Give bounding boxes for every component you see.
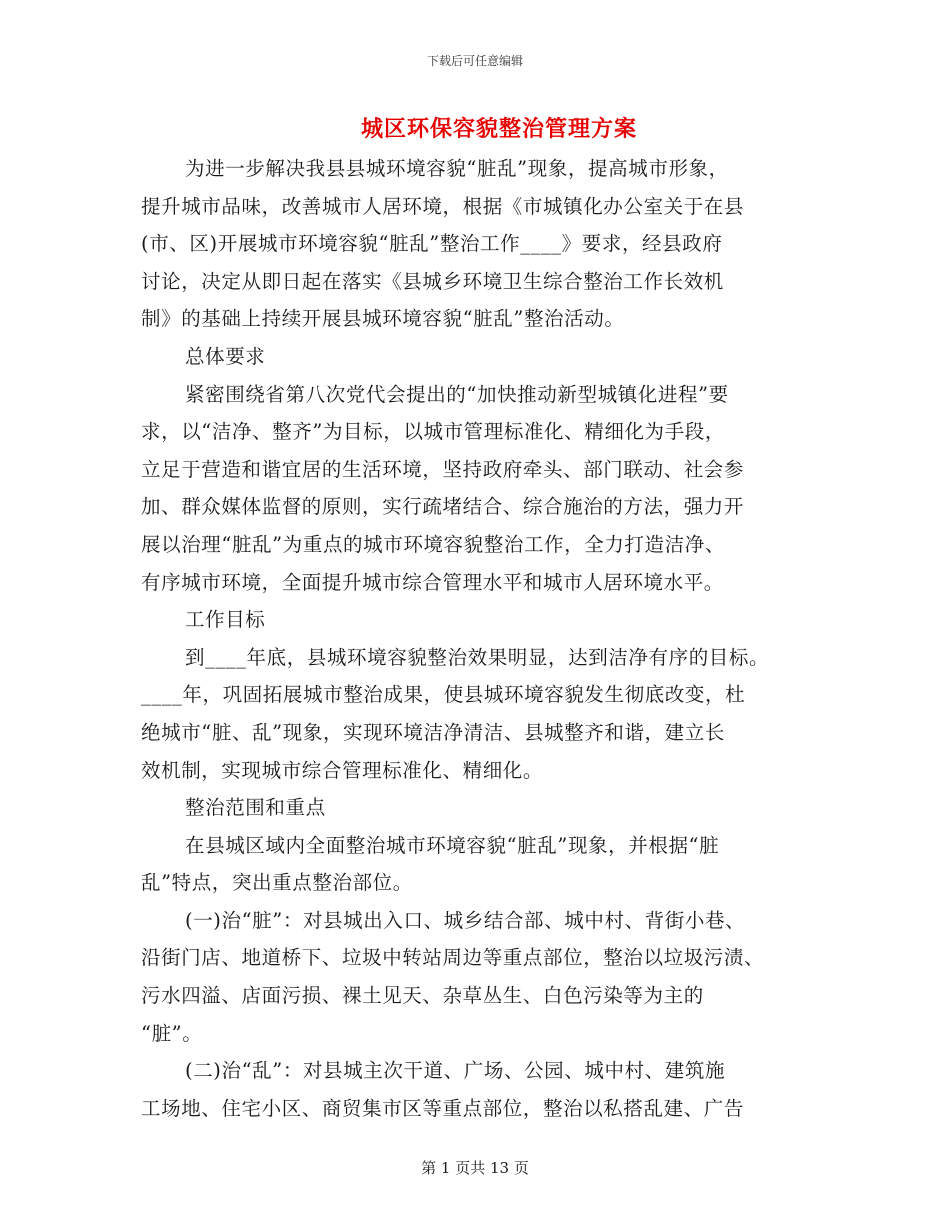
body-line: (二)治“乱”：对县城主次干道、广场、公园、城中村、建筑施 — [185, 1059, 726, 1083]
body-line: 沿街门店、地道桥下、垃圾中转站周边等重点部位，整治以垃圾污渍、 — [141, 946, 765, 970]
body-line: 展以治理“脏乱”为重点的城市环境容貌整治工作，全力打造洁净、 — [141, 532, 725, 556]
body-line: 到____年底，县城环境容貌整治效果明显，达到洁净有序的目标。 — [185, 645, 770, 669]
section-heading: 整治范围和重点 — [185, 796, 326, 820]
body-line: 工场地、住宅小区、商贸集市区等重点部位，整治以私搭乱建、广告 — [141, 1096, 745, 1120]
body-line: 提升城市品味，改善城市人居环境，根据《市城镇化办公室关于在县 — [141, 194, 745, 218]
body-line: 求，以“洁净、整齐”为目标，以城市管理标准化、精细化为手段， — [141, 420, 725, 444]
body-line: 乱”特点，突出重点整治部位。 — [141, 871, 413, 895]
body-line: (市、区)开展城市环境容貌“脏乱”整治工作____》要求，经县政府 — [141, 232, 723, 256]
body-line: 在县城区域内全面整治城市环境容貌“脏乱”现象，并根据“脏 — [185, 833, 720, 857]
body-line: 有序城市环境，全面提升城市综合管理水平和城市人居环境水平。 — [141, 570, 724, 594]
body-line: 讨论，决定从即日起在落实《县城乡环境卫生综合整治工作长效机 — [141, 269, 724, 293]
body-line: 立足于营造和谐宜居的生活环境，坚持政府牵头、部门联动、社会参 — [141, 457, 745, 481]
body-line: 绝城市“脏、乱”现象，实现环境洁净清洁、县城整齐和谐，建立长 — [141, 720, 725, 744]
body-line: (一)治“脏”：对县城出入口、城乡结合部、城中村、背街小巷、 — [185, 908, 746, 932]
body-line: ____年，巩固拓展城市整治成果，使县城环境容貌发生彻底改变，杜 — [141, 683, 746, 707]
body-line: 为进一步解决我县县城环境容貌“脏乱”现象，提高城市形象， — [185, 157, 729, 180]
header-note: 下载后可任意编辑 — [426, 54, 523, 68]
body-line: 效机制，实现城市综合管理标准化、精细化。 — [141, 758, 544, 782]
section-heading: 总体要求 — [185, 344, 266, 368]
body-line: “脏”。 — [141, 1021, 203, 1045]
document-body — [141, 150, 811, 1127]
body-line: 污水四溢、店面污损、裸土见天、杂草丛生、白色污染等为主的 — [141, 984, 704, 1008]
body-line: 紧密围绕省第八次党代会提出的“加快推动新型城镇化进程”要 — [185, 382, 729, 406]
body-line: 加、群众媒体监督的原则，实行疏堵结合、综合施治的方法，强力开 — [141, 495, 745, 519]
section-heading: 工作目标 — [185, 608, 266, 632]
body-line: 制》的基础上持续开展县城环境容貌“脏乱”整治活动。 — [141, 307, 625, 331]
document-title: 城区环保容貌整治管理方案 — [360, 116, 637, 142]
page-footer: 第 1 页共 13 页 — [421, 1159, 529, 1177]
